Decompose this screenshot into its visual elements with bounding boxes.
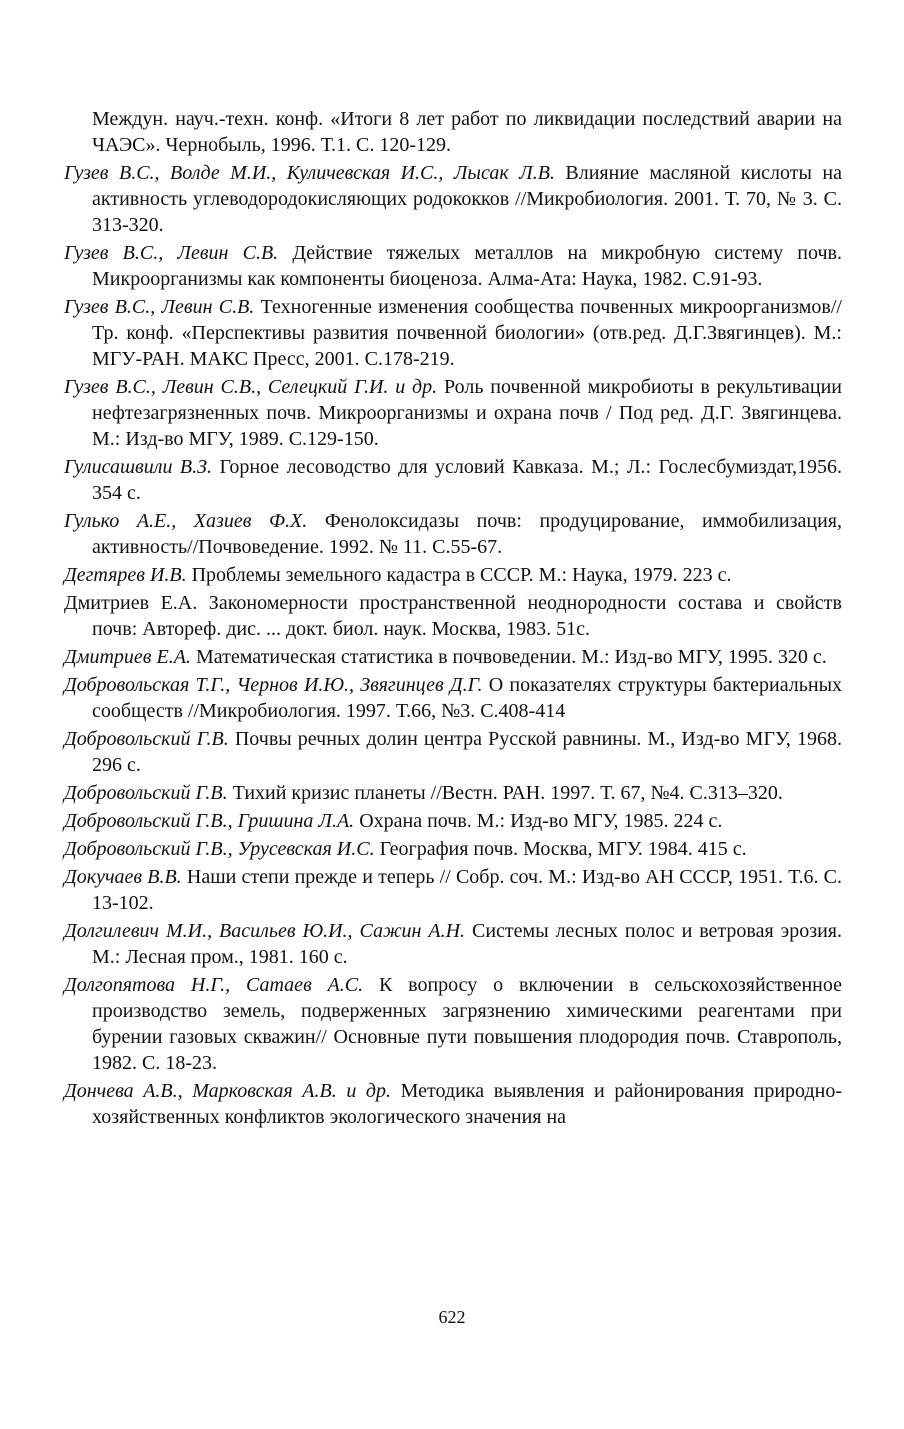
reference-text: Горное лесоводство для условий Кавказа. М.; Л.: Гослесбумиздат,1956. 354 с. [92,456,843,504]
reference-authors: Долгопятова Н.Г., Сатаев А.С. [64,974,364,996]
reference-text: География почв. Москва, МГУ. 1984. 415 с. [379,838,747,860]
reference-text: К вопросу о включении в сельскохозяйственное производство земель, подверженных загрязнению химическими реагентами при бурении газовых скважин// Основные пути повышения плодородия почв. Ставрополь, 1982. С. 18-23. [92,974,842,1074]
reference-entry [64,672,842,724]
page-number: 622 [438,1307,466,1327]
reference-authors: Долгилевич М.И., Васильев Ю.И., Сажин А.Н. [64,920,466,942]
reference-text: Дмитриев Е.А. Закономерности пространственной неоднородности состава и свойств почв: Автореф. дис. ... докт. биол. наук. Москва, 1983. 51с. [64,592,842,640]
reference-text: Фенолоксидазы почв: продуцирование, иммобилизация, активность//Почвоведение. 1992. № 11. С.55-67. [92,510,843,558]
reference-text: Методика выявления и районирования природно-хозяйственных конфликтов экологического значения на [92,1080,842,1128]
reference-entry [64,808,842,834]
reference-text: Роль почвенной микробиоты в рекультивации нефтезагрязненных почв. Микроорганизмы и охрана почв / Под ред. Д.Г. Звягинцева. М.: Изд-во МГУ, 1989. С.129-150. [92,376,842,450]
reference-entry [64,590,842,642]
reference-authors: Гузев В.С., Левин С.В., Селецкий Г.И. и др. [64,376,438,398]
reference-text: Системы лесных полос и ветровая эрозия. М.: Лесная пром., 1981. 160 с. [92,920,842,968]
reference-list [64,106,842,1132]
reference-text: Почвы речных долин центра Русской равнины. М., Изд-во МГУ, 1968. 296 с. [92,728,843,776]
reference-entry [64,454,842,506]
reference-text: Действие тяжелых металлов на микробную систему почв. Микроорганизмы как компоненты биоценоза. Алма-Ата: Наука, 1982. С.91-93. [92,242,842,290]
reference-authors: Гулисашвили В.З. [64,456,213,478]
reference-text: Проблемы земельного кадастра в СССР. М.: Наука, 1979. 223 с. [191,564,732,586]
reference-entry [64,374,842,452]
reference-authors: Дегтярев И.В. [64,564,187,586]
reference-entry [64,918,842,970]
reference-authors: Добровольский Г.В. [64,728,229,750]
reference-authors: Гузев В.С., Волде М.И., Куличевская И.С., Лысак Л.В. [64,162,555,184]
reference-entry [64,508,842,560]
reference-text: Наши степи прежде и теперь // Собр. соч. М.: Изд-во АН СССР, 1951. Т.6. С. 13-102. [92,866,842,914]
reference-entry [64,160,842,238]
reference-text: Междун. науч.-техн. конф. «Итоги 8 лет работ по ликвидации последствий аварии на ЧАЭС». Чернобыль, 1996. Т.1. С. 120-129. [92,108,842,156]
reference-authors: Гузев В.С., Левин С.В. [64,296,255,318]
reference-text: Математическая статистика в почвоведении. М.: Изд-во МГУ, 1995. 320 с. [195,646,827,668]
reference-text: Влияние масляной кислоты на активность углеводородокисляющих родококков //Микробиология. 2001. Т. 70, № 3. С. 313-320. [92,162,842,236]
reference-authors: Докучаев В.В. [64,866,182,888]
reference-entry [64,294,842,372]
reference-entry [64,106,842,158]
reference-entry [64,972,842,1076]
reference-authors: Добровольская Т.Г., Чернов И.Ю., Звягинцев Д.Г. [64,674,483,696]
reference-entry [64,836,842,862]
reference-authors: Дончева А.В., Марковская А.В. и др. [64,1080,392,1102]
reference-entry [64,644,842,670]
reference-text: О показателях структуры бактериальных сообществ //Микробиология. 1997. Т.66, №3. С.408-414 [92,674,843,722]
reference-entry [64,780,842,806]
reference-entry [64,240,842,292]
reference-authors: Гузев В.С., Левин С.В. [64,242,279,264]
reference-entry [64,864,842,916]
reference-text: Охрана почв. М.: Изд-во МГУ, 1985. 224 с. [359,810,723,832]
reference-authors: Дмитриев Е.А. [64,646,191,668]
reference-authors: Добровольский Г.В., Урусевская И.С. [64,838,375,860]
reference-authors: Добровольский Г.В., Гришина Л.А. [64,810,355,832]
reference-authors: Гулько А.Е., Хазиев Ф.Х. [64,510,308,532]
reference-entry [64,562,842,588]
reference-authors: Добровольский Г.В. [64,782,228,804]
reference-entry [64,1078,842,1130]
reference-entry [64,726,842,778]
reference-text: Техногенные изменения сообщества почвенных микроорганизмов// Тр. конф. «Перспективы развития почвенной биологии» (отв.ред. Д.Г.Звягинцев). М.: МГУ-РАН. МАКС Пресс, 2001. С.178-219. [92,296,842,370]
reference-text: Тихий кризис планеты //Вестн. РАН. 1997. Т. 67, №4. С.313–320. [232,782,783,804]
